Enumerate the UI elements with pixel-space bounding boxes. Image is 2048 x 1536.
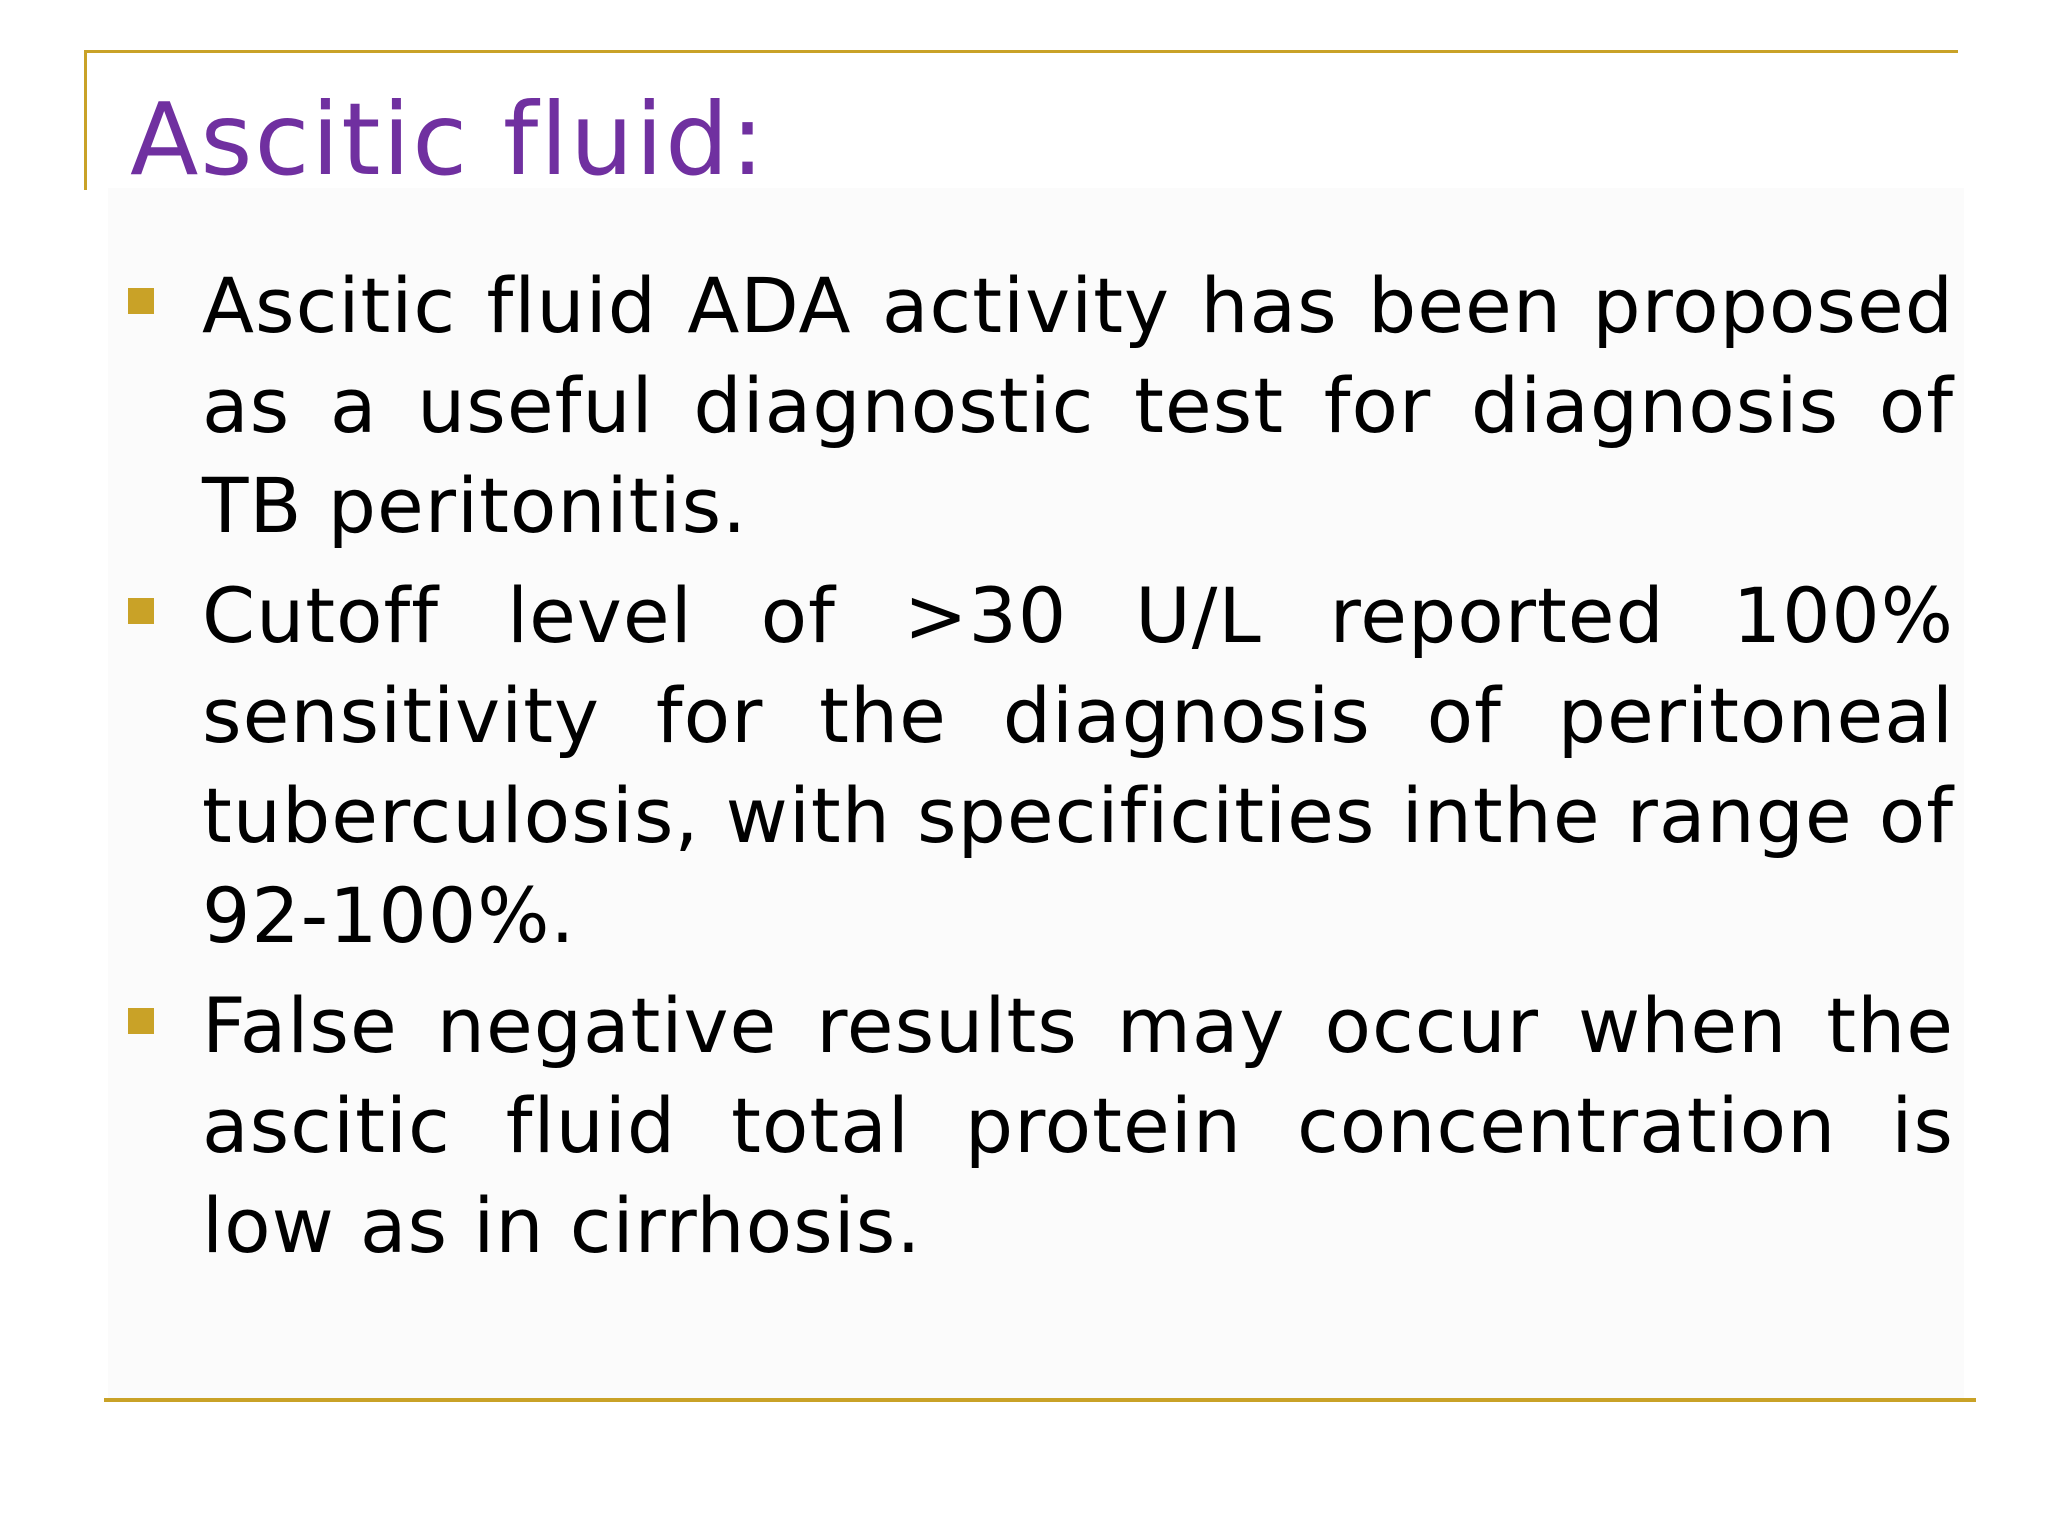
slide-title: Ascitic fluid: <box>130 81 767 198</box>
bullet-item <box>128 566 1968 966</box>
bullet-item <box>128 976 1968 1276</box>
square-bullet-icon <box>128 598 154 624</box>
bullet-text: Cutoff level of >30 U/L reported 100% sensitivity for the diagnosis of peritoneal tuberculosis, with specificities inthe range of 92-100%. <box>202 571 1954 960</box>
square-bullet-icon <box>128 288 154 314</box>
bullet-item <box>128 256 1968 556</box>
square-bullet-icon <box>128 1008 154 1034</box>
bullet-text: False negative results may occur when the ascitic fluid total protein concentration is low as in cirrhosis. <box>202 981 1954 1270</box>
bullet-text: Ascitic fluid ADA activity has been proposed as a useful diagnostic test for diagnosis of TB peritonitis. <box>202 261 1954 550</box>
